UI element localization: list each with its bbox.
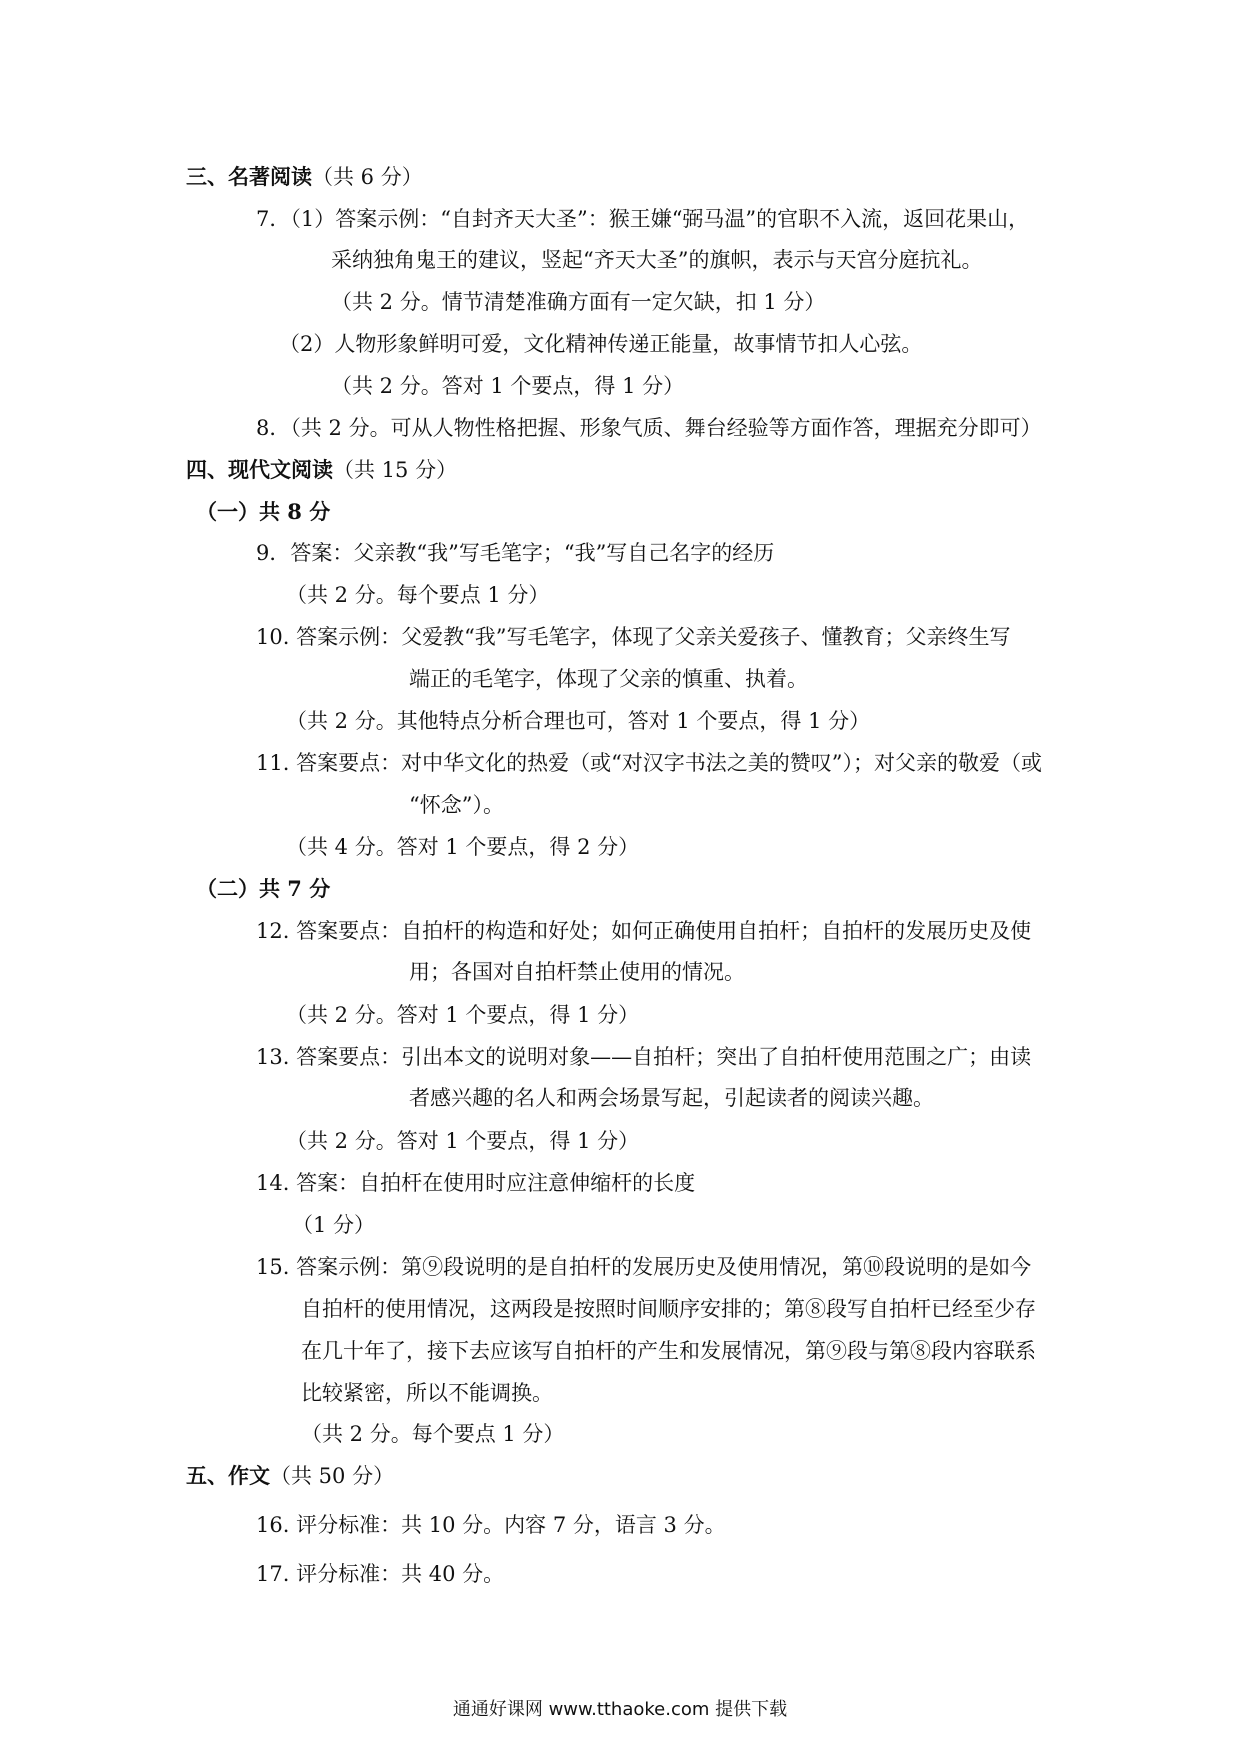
scoring-note: （共 4 分。答对 1 个要点，得 2 分） [286,835,640,859]
section-title: 五、作文 [186,1463,270,1488]
scoring-note: （共 2 分。每个要点 1 分） [286,583,550,607]
answer-line: 16. 评分标准：共 10 分。内容 7 分，语言 3 分。 [256,1513,726,1537]
answer-line: 自拍杆的使用情况，这两段是按照时间顺序安排的；第⑧段写自拍杆已经至少存 [301,1297,1036,1321]
answer-line: 11. 答案要点：对中华文化的热爱（或“对汉字书法之美的赞叹”）；对父亲的敬爱（或 [256,751,1043,775]
scoring-note: （共 2 分。其他特点分析合理也可，答对 1 个要点，得 1 分） [286,709,871,733]
answer-line: 7．（1）答案示例：“自封齐天大圣”：猴王嫌“弼马温”的官职不入流，返回花果山， [256,207,1030,231]
scoring-note: （共 2 分。答对 1 个要点，得 1 分） [286,1129,640,1153]
scoring-note: （1 分） [292,1213,376,1237]
answer-line: （2）人物形象鲜明可爱，文化精神传递正能量，故事情节扣人心弦。 [279,332,923,356]
section-score: （共 50 分） [270,1464,395,1488]
section-4-heading [186,455,457,485]
answer-line: 9．答案：父亲教“我”写毛笔字；“我”写自己名字的经历 [256,541,775,565]
answer-line: 8．（共 2 分。可从人物性格把握、形象气质、舞台经验等方面作答，理据充分即可） [256,416,1042,440]
section-5-heading [186,1461,394,1491]
scoring-note: （共 2 分。情节清楚准确方面有一定欠缺，扣 1 分） [331,290,826,314]
answer-line: 比较紧密，所以不能调换。 [301,1381,553,1405]
section-score: （共 6 分） [312,165,423,189]
section-3-heading [186,162,423,192]
answer-line: 17. 评分标准：共 40 分。 [256,1562,505,1586]
answer-line: 15. 答案示例：第⑨段说明的是自拍杆的发展历史及使用情况，第⑩段说明的是如今 [256,1255,1032,1279]
answer-line: 14. 答案：自拍杆在使用时应注意伸缩杆的长度 [256,1171,696,1195]
answer-line: 端正的毛笔字，体现了父亲的慎重、执着。 [409,667,808,691]
answer-line: 12. 答案要点：自拍杆的构造和好处；如何正确使用自拍杆；自拍杆的发展历史及使 [256,919,1032,943]
answer-line: “怀念”）。 [409,793,504,817]
section-title: 三、名著阅读 [186,164,312,189]
answer-line: 13. 答案要点：引出本文的说明对象——自拍杆；突出了自拍杆使用范围之广；由读 [256,1045,1032,1069]
section-title: 四、现代文阅读 [186,457,333,482]
answer-line: 10. 答案示例：父爱教“我”写毛笔字，体现了父亲关爱孩子、懂教育；父亲终生写 [256,625,1011,649]
answer-line: 者感兴趣的名人和两会场景写起，引起读者的阅读兴趣。 [409,1086,934,1110]
answer-line: 采纳独角鬼王的建议，竖起“齐天大圣”的旗帜，表示与天宫分庭抗礼。 [331,248,983,272]
answer-line: 在几十年了，接下去应该写自拍杆的产生和发展情况，第⑨段与第⑧段内容联系 [301,1339,1036,1363]
footer-credit: 通通好课网 www.tthaoke.com 提供下载 [452,1699,788,1720]
scoring-note: （共 2 分。每个要点 1 分） [301,1422,565,1446]
subsection-title: （二）共 7 分 [196,876,331,901]
answer-line: 用；各国对自拍杆禁止使用的情况。 [409,960,745,984]
section-score: （共 15 分） [333,458,458,482]
subsection-title: （一）共 8 分 [196,499,331,524]
scoring-note: （共 2 分。答对 1 个要点，得 1 分） [286,1003,640,1027]
scoring-note: （共 2 分。答对 1 个要点，得 1 分） [331,374,685,398]
